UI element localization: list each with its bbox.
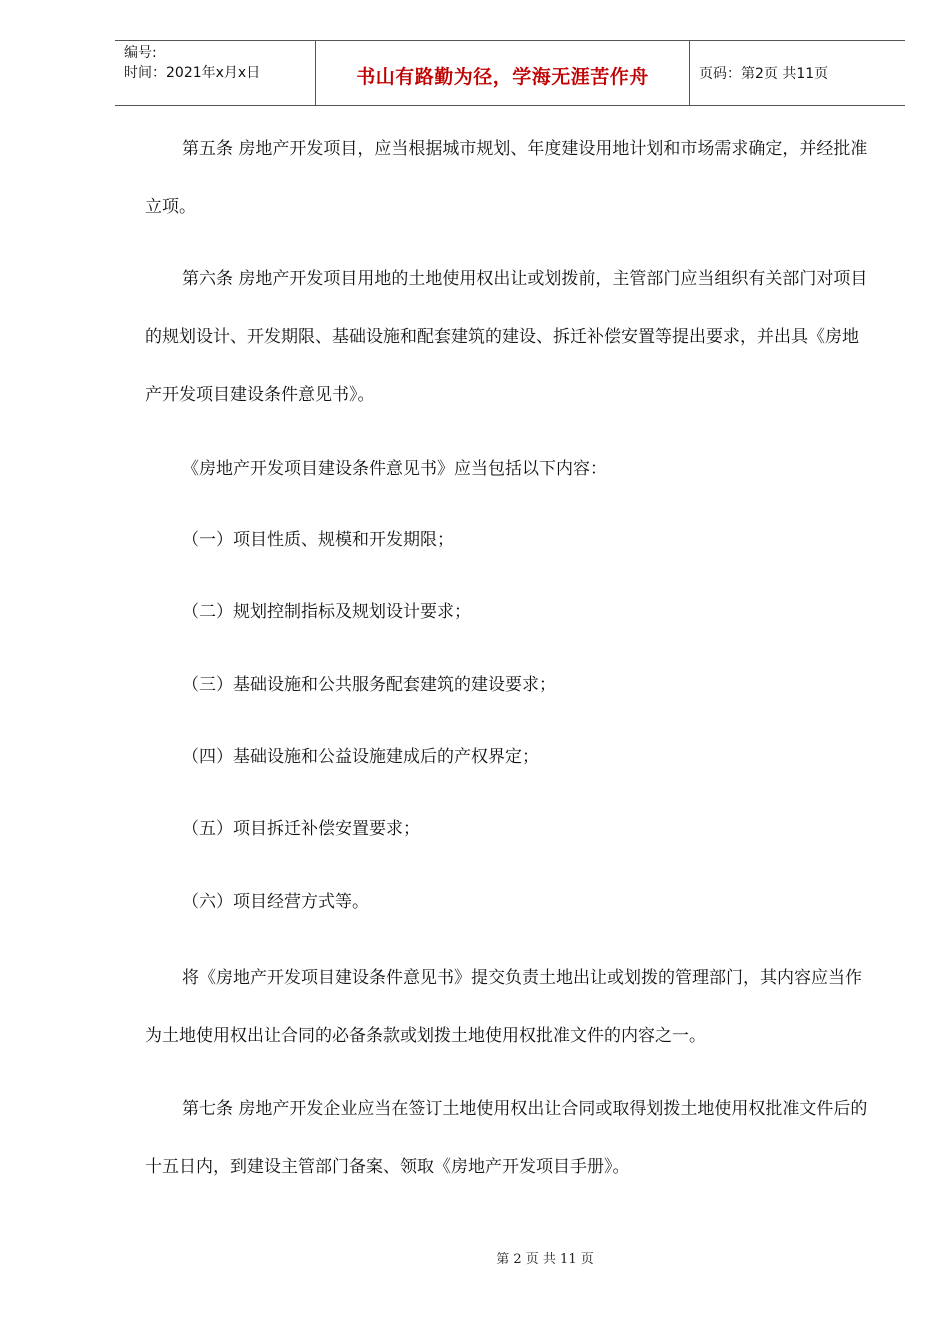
list-item: （五）项目拆迁补偿安置要求； [182, 819, 420, 839]
list-item: （二）规划控制指标及规划设计要求； [182, 602, 471, 622]
header-page-cell [690, 41, 905, 105]
header-meta-cell [115, 41, 316, 105]
header-motto-cell [316, 41, 690, 105]
list-item: （六）项目经营方式等。 [182, 892, 369, 912]
article-5: 第五条 房地产开发项目，应当根据城市规划、年度建设用地计划和市场需求确定，并经批准立项。 [145, 139, 868, 217]
list-item: （四）基础设施和公益设施建成后的产权界定； [182, 747, 539, 767]
page-label: 页码：第2页 共11页 [699, 66, 829, 82]
list-item: （三）基础设施和公共服务配套建筑的建设要求； [182, 675, 556, 695]
motto-text: 书山有路勤为径，学海无涯苦作舟 [356, 65, 649, 88]
article-6: 第六条 房地产开发项目用地的土地使用权出让或划拨前，主管部门应当组织有关部门对项目的规划设计、开发期限、基础设施和配套建筑的建设、拆迁补偿安置等提出要求，并出具《房地产开发项目建设条件意见书》。 [145, 269, 868, 405]
page-footer: 第 2 页 共 11 页 [496, 1252, 594, 1267]
number-label: 编号: [124, 45, 157, 61]
conditions-intro: 《房地产开发项目建设条件意见书》应当包括以下内容： [182, 459, 607, 479]
submission-paragraph: 将《房地产开发项目建设条件意见书》提交负责土地出让或划拨的管理部门，其内容应当作为土地使用权出让合同的必备条款或划拨土地使用权批准文件的内容之一。 [145, 968, 862, 1046]
document-header [115, 40, 905, 106]
time-label: 时间：2021年x月x日 [124, 65, 261, 81]
article-7: 第七条 房地产开发企业应当在签订土地使用权出让合同或取得划拨土地使用权批准文件后的十五日内，到建设主管部门备案、领取《房地产开发项目手册》。 [145, 1099, 868, 1177]
list-item: （一）项目性质、规模和开发期限； [182, 530, 454, 550]
